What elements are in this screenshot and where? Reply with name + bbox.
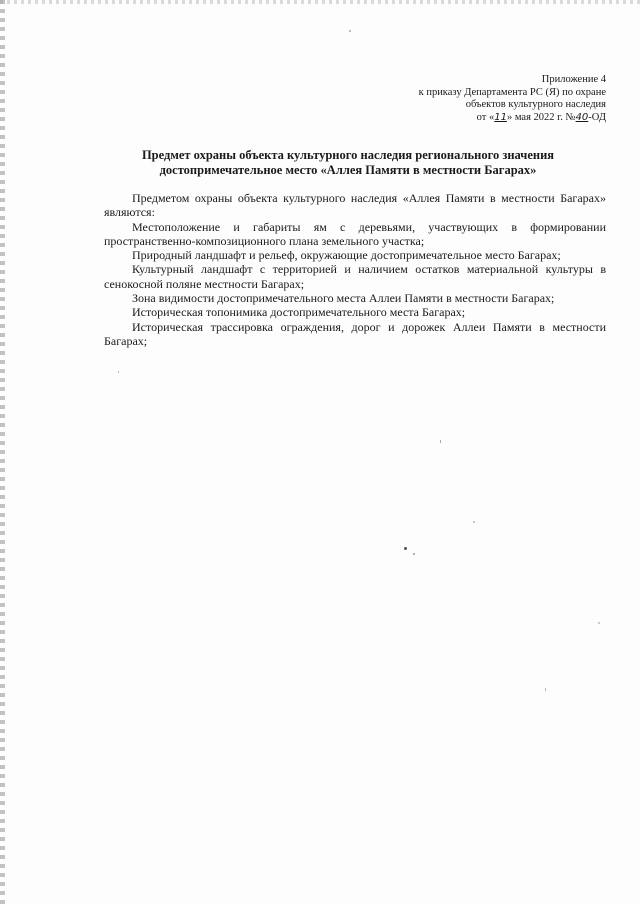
scan-speck bbox=[413, 553, 415, 555]
paragraph: Зона видимости достопримечательного места Аллеи Памяти в местности Багарах; bbox=[132, 291, 555, 306]
scan-speck bbox=[473, 521, 475, 523]
annex-date-middle: » мая 2022 г. № bbox=[506, 111, 576, 123]
annex-order-dept: объектов культурного наследия bbox=[465, 99, 606, 110]
scan-speck bbox=[598, 622, 600, 624]
scan-edge-left bbox=[0, 0, 5, 905]
annex-date-day: 11 bbox=[494, 111, 507, 123]
annex-order-number: 40 bbox=[575, 111, 589, 123]
paragraph: Природный ландшафт и рельеф, окружающие достопримечательное место Багарах; bbox=[132, 248, 561, 263]
scan-speck bbox=[404, 547, 407, 550]
paragraph: Историческая трассировка ограждения, дорог и дорожек Аллеи Памяти в местности Багарах; bbox=[104, 319, 606, 348]
scan-edge-top bbox=[0, 0, 640, 4]
paragraph: Историческая топонимика достопримечательного места Багарах; bbox=[132, 305, 466, 320]
scan-speck bbox=[545, 688, 546, 691]
paragraph: Предметом охраны объекта культурного наследия «Аллея Памяти в местности Багарах» являются: bbox=[104, 191, 606, 220]
scan-speck bbox=[349, 30, 351, 32]
document-title bbox=[108, 148, 588, 178]
annex-number: Приложение 4 bbox=[541, 74, 606, 85]
document-body bbox=[104, 191, 606, 348]
annex-order-suffix: -ОД bbox=[588, 111, 606, 123]
title-line-1: Предмет охраны объекта культурного наследия регионального значения bbox=[141, 148, 555, 162]
title-line-2: достопримечательное место «Аллея Памяти в местности Багарах» bbox=[159, 163, 537, 177]
scan-speck bbox=[440, 440, 441, 443]
annex-date-prefix: от « bbox=[476, 111, 495, 123]
paragraph: Культурный ландшафт с территорией и наличием остатков материальной культуры в сенокосной поляне местности Багарах; bbox=[104, 262, 606, 291]
annex-order-date bbox=[346, 112, 606, 125]
annex-order-ref: к приказу Департамента РС (Я) по охране bbox=[418, 86, 606, 98]
annex-header bbox=[346, 74, 606, 124]
paragraph: Местоположение и габариты ям с деревьями, участвующих в формировании пространственно-композиционного плана земельного участка; bbox=[104, 219, 606, 248]
scan-speck bbox=[118, 371, 119, 373]
